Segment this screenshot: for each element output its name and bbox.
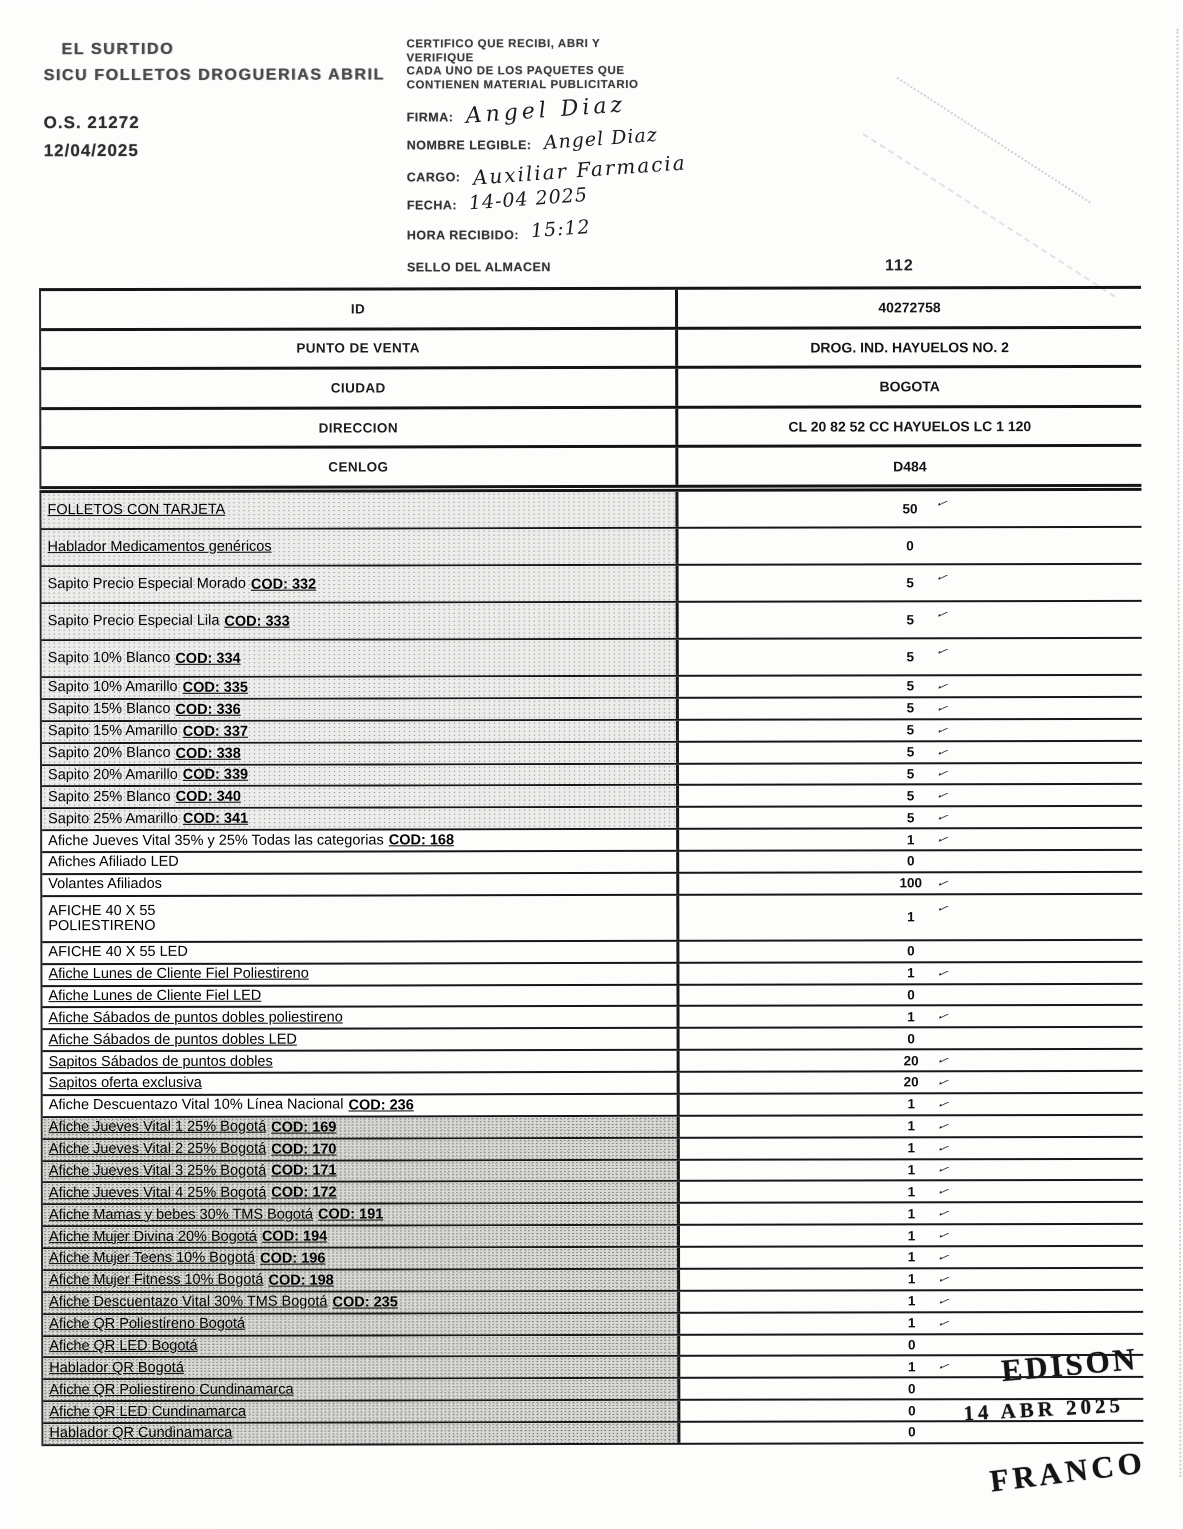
item-row (43, 1291, 1143, 1315)
checkmark-icon: ✓ (933, 900, 950, 917)
item-quantity: 5 (906, 744, 915, 760)
item-quantity: 1 (907, 1206, 916, 1222)
item-label: Hablador Medicamentos genéricos (47, 538, 272, 556)
item-row (43, 1006, 1143, 1030)
item-quantity: 1 (907, 1009, 915, 1025)
item-quantity: 20 (903, 1052, 919, 1068)
stamp-name-first: EDISON (999, 1340, 1140, 1389)
item-quantity: 5 (906, 722, 915, 738)
item-quantity: 5 (906, 766, 915, 782)
item-quantity: 1 (907, 1118, 916, 1134)
item-cod: COD: 338 (175, 745, 241, 762)
item-quantity: 5 (906, 788, 915, 804)
item-row (42, 941, 1142, 965)
item-row (42, 851, 1142, 875)
item-cod: COD: 333 (224, 613, 290, 630)
checkmark-icon: ✓ (934, 1315, 951, 1331)
item-quantity: 0 (907, 943, 915, 959)
item-cod: COD: 332 (250, 576, 317, 593)
info-row (41, 289, 1141, 331)
header-left-block (43, 40, 385, 161)
item-row (43, 1378, 1143, 1402)
item-row (42, 962, 1142, 986)
handwritten-value: Angel Diaz (542, 123, 659, 155)
item-label: Afiche Lunes de Cliente Fiel LED (48, 987, 262, 1005)
checkmark-icon: ✓ (934, 1227, 951, 1244)
checkmark-icon: ✓ (934, 1183, 951, 1200)
checkmark-icon: ✓ (933, 965, 950, 981)
item-cod: COD: 334 (175, 650, 241, 667)
item-quantity: 1 (907, 1162, 916, 1178)
item-row (41, 491, 1141, 530)
item-quantity: 1 (907, 1315, 916, 1331)
checkmark-icon: ✓ (934, 1118, 951, 1134)
item-row (43, 1269, 1143, 1293)
info-row (41, 447, 1141, 489)
handwritten-value: 14-04 2025 (468, 183, 589, 215)
checkmark-icon: ✓ (933, 643, 950, 660)
checkmark-icon: ✓ (934, 1293, 951, 1309)
handwritten-value: 15:12 (530, 215, 592, 243)
item-quantity: 1 (907, 1359, 916, 1375)
item-quantity: 5 (906, 649, 915, 665)
checkmark-icon: ✓ (934, 1008, 951, 1025)
form-field-row (406, 215, 737, 253)
info-table (39, 286, 1141, 489)
item-label: AFICHE 40 X 55 LED (48, 944, 188, 961)
checkmark-icon: ✓ (934, 1205, 951, 1222)
item-cod: COD: 340 (175, 789, 241, 806)
item-row (43, 1094, 1143, 1118)
scan-edge-artifact (1176, 29, 1181, 1477)
item-quantity: 1 (906, 831, 915, 847)
item-label: Sapito Precio Especial Morado (47, 575, 246, 593)
item-label: Afiche Jueves Vital 3 25% Bogotá (48, 1162, 267, 1180)
info-row (41, 328, 1141, 370)
item-row (43, 1247, 1143, 1271)
item-label: Sapitos oferta exclusiva (48, 1075, 202, 1092)
item-row (42, 807, 1142, 831)
item-label: Afiche Jueves Vital 4 25% Bogotá (48, 1184, 267, 1201)
item-cod: COD: 170 (271, 1141, 337, 1158)
checkmark-icon: ✓ (933, 700, 950, 716)
item-cod: COD: 194 (261, 1228, 328, 1245)
item-row (43, 1225, 1143, 1249)
item-row (42, 602, 1142, 641)
checkmark-icon: ✓ (933, 722, 950, 738)
item-label: Afiche QR Poliestireno Cundinamarca (49, 1381, 294, 1398)
item-row (42, 565, 1142, 604)
item-row (42, 720, 1142, 744)
item-row (43, 1050, 1143, 1074)
checkmark-icon: ✓ (932, 495, 949, 512)
item-quantity: 1 (907, 1227, 916, 1243)
checkmark-icon: ✓ (934, 1162, 951, 1178)
info-label: PUNTO DE VENTA (41, 329, 678, 367)
field-label: FIRMA: (406, 110, 454, 125)
item-label: Afiche Lunes de Cliente Fiel Poliestireno (48, 965, 309, 983)
checkmark-icon: ✓ (933, 875, 950, 891)
item-row (42, 829, 1142, 853)
item-quantity: 1 (907, 1184, 916, 1200)
item-quantity: 1 (907, 1140, 916, 1156)
checkmark-icon: ✓ (934, 1140, 951, 1156)
item-cod: COD: 172 (271, 1184, 337, 1201)
item-row (43, 1312, 1143, 1336)
item-quantity: 1 (907, 1293, 916, 1309)
item-label: Afiche Mujer Divina 20% Bogotá (48, 1228, 257, 1245)
item-row (42, 639, 1142, 678)
item-cod: COD: 196 (260, 1250, 326, 1267)
item-label: Afiche Jueves Vital 35% y 25% Todas las categorias (48, 831, 384, 849)
doc-title-line1: EL SURTIDO (61, 40, 175, 59)
item-row (43, 1181, 1143, 1205)
item-row (43, 1028, 1143, 1052)
item-label: Afiche Mujer Fitness 10% Bogotá (49, 1272, 264, 1289)
item-row (43, 1137, 1143, 1161)
item-label: Afiche Mujer Teens 10% Bogotá (49, 1250, 256, 1267)
item-label: Hablador QR Cundinamarca (49, 1425, 233, 1442)
info-row (41, 408, 1141, 450)
item-cod: COD: 336 (175, 701, 241, 718)
checkmark-icon: ✓ (934, 1249, 951, 1265)
handwritten-value: Angel Diaz (464, 92, 627, 129)
handwritten-value: Auxiliar Farmacia (471, 150, 688, 190)
item-quantity: 1 (907, 1249, 916, 1265)
item-label: Afiche QR LED Bogotá (49, 1337, 198, 1355)
page-number: 112 (884, 257, 914, 275)
item-quantity: 0 (908, 1381, 916, 1397)
item-label: Afiche Descuentazo Vital 10% Línea Nacional (48, 1096, 344, 1114)
item-label: Sapito Precio Especial Lila (47, 612, 220, 630)
checkmark-icon: ✓ (934, 1052, 951, 1069)
item-cod: COD: 339 (182, 767, 249, 784)
item-row (42, 895, 1142, 943)
item-quantity: 1 (907, 1271, 916, 1287)
checkmark-icon: ✓ (934, 1271, 951, 1287)
checkmark-icon: ✓ (934, 1358, 951, 1375)
info-value: BOGOTA (879, 378, 940, 395)
item-cod: COD: 169 (271, 1119, 337, 1136)
order-date: 12/04/2025 (43, 140, 139, 161)
checkmark-icon: ✓ (933, 787, 950, 804)
form-field-row (406, 92, 737, 133)
order-number: O.S. 21272 (43, 112, 140, 133)
item-label: Sapito 10% Amarillo (47, 679, 178, 696)
item-row (43, 1356, 1143, 1380)
item-row (43, 1072, 1143, 1096)
info-value: 40272758 (878, 299, 941, 316)
item-row (42, 984, 1142, 1008)
checkmark-icon: ✓ (933, 809, 950, 826)
item-label: Afiche Descuentazo Vital 30% TMS Bogotá (49, 1293, 328, 1311)
item-label: Afiche Sábados de puntos dobles LED (48, 1031, 297, 1048)
faint-stamp (879, 119, 1129, 230)
item-quantity: 1 (907, 909, 915, 925)
item-row (43, 1159, 1143, 1183)
item-label: Sapito 25% Amarillo (48, 810, 178, 827)
info-label: DIRECCION (41, 409, 678, 447)
info-value: DROG. IND. HAYUELOS NO. 2 (810, 339, 1009, 356)
item-row (42, 873, 1142, 897)
item-label: Sapito 15% Blanco (47, 701, 171, 718)
info-value: CL 20 82 52 CC HAYUELOS LC 1 120 (788, 418, 1032, 435)
item-label: Afiches Afiliado LED (48, 854, 179, 871)
item-cod: COD: 236 (348, 1097, 414, 1114)
item-cod: COD: 235 (332, 1294, 398, 1311)
item-label: Afiche QR LED Cundinamarca (49, 1403, 247, 1420)
item-label: Sapitos Sábados de puntos dobles (48, 1053, 273, 1070)
info-label: CENLOG (41, 448, 678, 486)
info-row (41, 368, 1141, 410)
item-label: Afiche Jueves Vital 1 25% Bogotá (48, 1118, 267, 1136)
item-label: Sapito 15% Amarillo (47, 723, 178, 740)
item-quantity: 5 (906, 612, 914, 628)
item-quantity: 0 (907, 987, 915, 1003)
checkmark-icon: ✓ (933, 606, 950, 623)
item-label: Afiche Jueves Vital 2 25% Bogotá (48, 1140, 267, 1158)
checkmark-icon: ✓ (933, 678, 950, 694)
item-quantity: 100 (899, 875, 923, 891)
checkmark-icon: ✓ (933, 569, 950, 586)
item-quantity: 0 (906, 538, 914, 554)
item-quantity: 20 (903, 1074, 919, 1090)
item-quantity: 0 (908, 1424, 916, 1440)
item-label: Afiche QR Poliestireno Bogotá (49, 1315, 246, 1333)
items-table (39, 488, 1143, 1446)
checkmark-icon: ✓ (933, 831, 950, 848)
item-row (42, 741, 1142, 765)
item-cod: COD: 198 (268, 1272, 334, 1289)
item-row (43, 1334, 1143, 1358)
field-label: FECHA: (406, 198, 458, 213)
item-row (43, 1116, 1143, 1140)
item-quantity: 5 (906, 678, 915, 694)
item-label: Sapito 10% Blanco (47, 649, 171, 667)
item-row (42, 763, 1142, 787)
field-label: NOMBRE LEGIBLE: (406, 138, 532, 153)
item-label: Hablador QR Bogotá (49, 1359, 184, 1376)
item-quantity: 1 (907, 1096, 915, 1112)
item-cod: COD: 171 (271, 1162, 337, 1180)
item-cod: COD: 191 (318, 1206, 384, 1223)
item-label: Sapito 25% Blanco (48, 788, 171, 805)
info-label: ID (41, 290, 678, 328)
item-quantity: 5 (906, 810, 915, 826)
field-label: CARGO: (406, 170, 461, 185)
checkmark-icon: ✓ (933, 766, 950, 782)
item-quantity: 0 (906, 853, 915, 869)
item-label: Sapito 20% Blanco (47, 744, 171, 762)
certification-text: CERTIFICO QUE RECIBI, ABRI Y VERIFIQUE CADA UNO DE LOS PAQUETES QUE CONTIENEN MATERIAL PUBLICITARIO (406, 37, 639, 91)
item-quantity: 0 (907, 1031, 915, 1047)
info-label: CIUDAD (41, 369, 678, 407)
checkmark-icon: ✓ (933, 744, 950, 760)
item-quantity: 50 (902, 501, 918, 517)
item-quantity: 5 (906, 575, 914, 591)
item-cod: COD: 341 (182, 810, 249, 828)
checkmark-icon: ✓ (934, 1096, 951, 1112)
item-quantity: 1 (907, 965, 915, 981)
item-row (43, 1203, 1143, 1227)
form-fields (406, 92, 737, 253)
item-label: Afiche Mamas y bebes 30% TMS Bogotá (48, 1206, 314, 1223)
item-row (42, 676, 1142, 700)
doc-title-line2: SICU FOLLETOS DROGUERIAS ABRIL (43, 66, 385, 85)
certification-block (406, 38, 736, 275)
item-row (42, 785, 1142, 809)
item-cod: COD: 168 (388, 832, 455, 849)
item-quantity: 0 (907, 1337, 916, 1353)
item-label: Volantes Afiliados (48, 876, 162, 893)
item-cod: COD: 337 (182, 723, 248, 740)
item-label: Afiche Sábados de puntos dobles poliestireno (48, 1009, 343, 1026)
field-label: HORA RECIBIDO: (406, 228, 520, 243)
info-value: D484 (893, 457, 927, 475)
item-label: FOLLETOS CON TARJETA (47, 501, 226, 519)
checkmark-icon: ✓ (934, 1074, 951, 1090)
item-quantity: 5 (906, 700, 915, 716)
warehouse-seal-label: SELLO DEL ALMACEN (406, 260, 551, 275)
stamp-name-last: FRANCO (987, 1444, 1148, 1499)
item-label: Sapito 20% Amarillo (48, 766, 178, 784)
item-label: AFICHE 40 X 55 POLIESTIRENO (48, 902, 156, 934)
item-row (42, 698, 1142, 722)
item-quantity: 0 (908, 1402, 916, 1418)
item-cod: COD: 335 (182, 679, 248, 696)
stamp-date: 14 ABR 2025 (962, 1392, 1125, 1426)
item-row (42, 528, 1142, 567)
